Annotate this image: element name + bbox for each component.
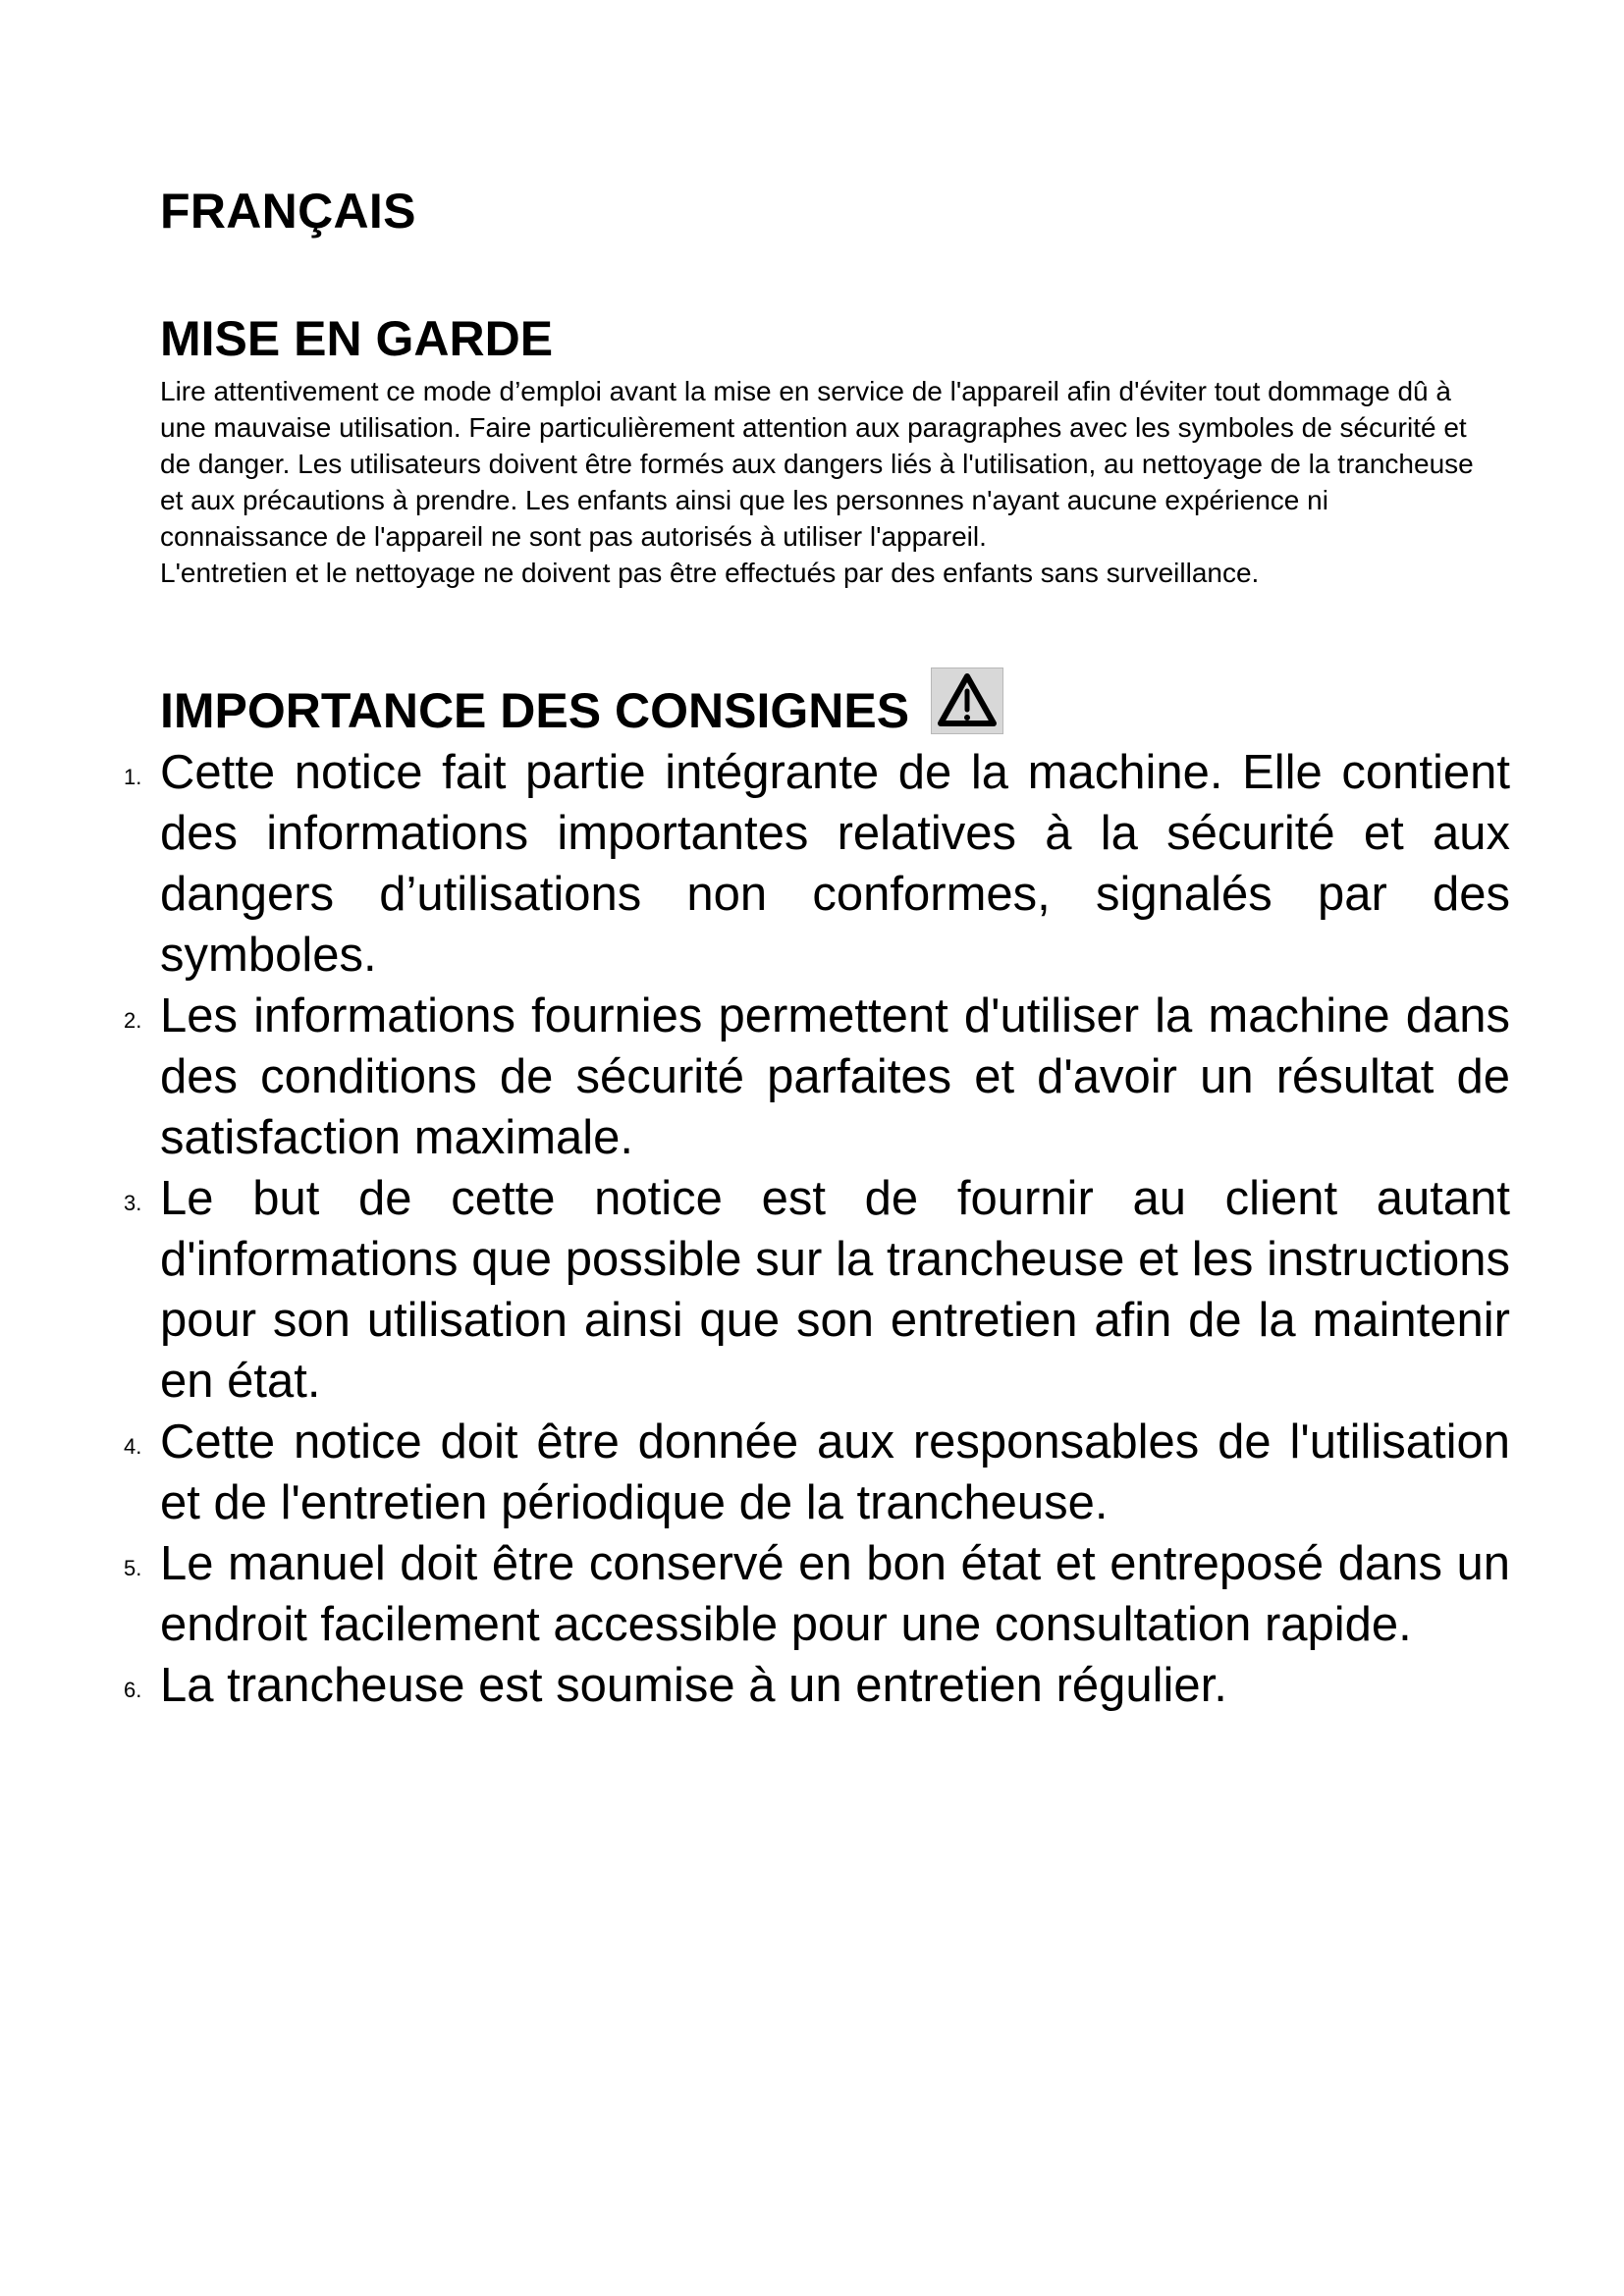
item-number: 5. [124,1556,142,1580]
item-text: Les informations fournies permettent d'utiliser la machine dans des conditions de sécurité parfaites et d'avoir un résultat de satisfaction maximale. [160,989,1510,1164]
warning-section [160,373,1495,591]
item-text: Cette notice doit être donnée aux responsables de l'utilisation et de l'entretien périodique de la trancheuse. [160,1415,1510,1529]
list-item [0,1412,1624,1533]
warning-heading: MISE EN GARDE [160,311,554,366]
warning-paragraph: Lire attentivement ce mode d’emploi avant la mise en service de l'appareil afin d'éviter tout dommage dû à une mauvaise utilisation. Faire particulièrement attention aux paragraphes avec les symboles de sécurité et de danger. Les utilisateurs doivent être formés aux dangers liés à l'utilisation, au nettoyage de la trancheuse et aux précautions à prendre. Les enfants ainsi que les personnes n'ayant aucune expérience ni connaissance de l'appareil ne sont pas autorisés à utiliser l'appareil. [160,376,1474,552]
item-number: 1. [124,765,142,789]
list-item [0,986,1624,1168]
item-number: 2. [124,1008,142,1033]
list-item [0,1533,1624,1655]
item-text: La trancheuse est soumise à un entretien régulier. [160,1659,1227,1712]
importance-heading-text: IMPORTANCE DES CONSIGNES [160,683,910,738]
item-text: Cette notice fait partie intégrante de la machine. Elle contient des informations importantes relatives à la sécurité et aux dangers d’utilisations non conformes, signalés par des symboles. [160,746,1510,982]
importance-list [0,742,1624,1716]
item-text: Le but de cette notice est de fournir au client autant d'informations que possible sur la trancheuse et les instructions pour son utilisation ainsi que son entretien afin de la maintenir en état. [160,1172,1510,1408]
warning-paragraph: L'entretien et le nettoyage ne doivent pas être effectués par des enfants sans surveillance. [160,558,1260,588]
importance-heading [160,681,1003,740]
language-heading: FRANÇAIS [160,184,416,239]
list-item [0,1168,1624,1412]
item-number: 3. [124,1191,142,1215]
item-text: Le manuel doit être conservé en bon état et entreposé dans un endroit facilement accessible pour une consultation rapide. [160,1537,1510,1651]
item-number: 4. [124,1434,142,1459]
list-item [0,742,1624,986]
item-number: 6. [124,1678,142,1702]
warning-triangle-icon [931,667,1003,734]
list-item [0,1655,1624,1716]
